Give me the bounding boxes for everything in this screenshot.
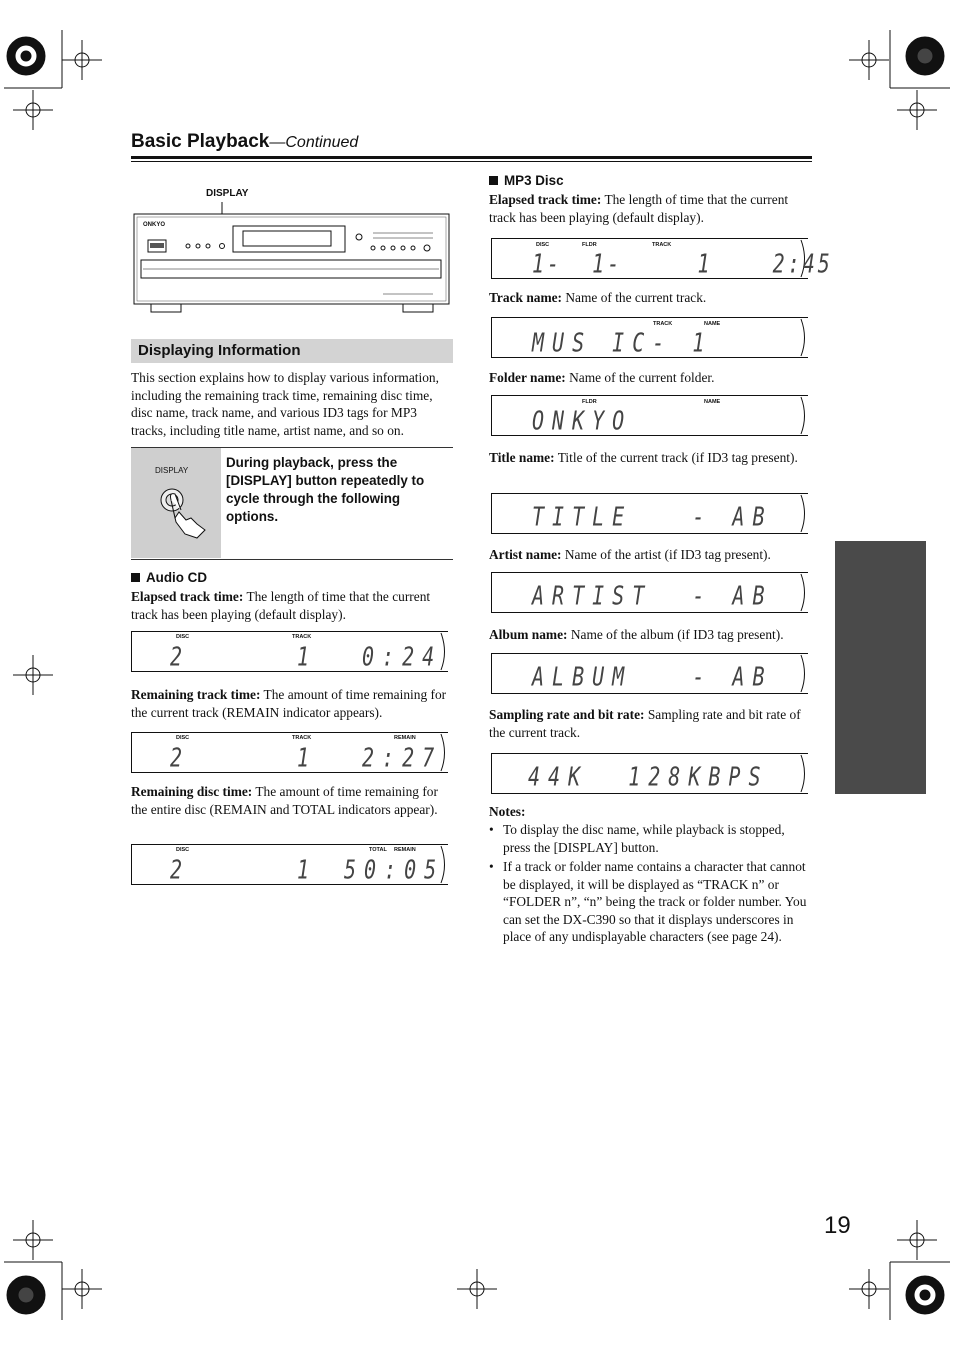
- bullet-icon: •: [489, 859, 494, 874]
- lcd-text: ARTIST - AB: [532, 580, 773, 612]
- section-title: Displaying Information: [138, 342, 301, 359]
- mp3-item-6: [489, 626, 812, 644]
- intro-paragraph: This section explains how to display various information, including the remaining track time, remaining disc time, disc name, track name, and various ID3 tags for MP3 tracks, including title name, artist name, and so on.: [131, 370, 439, 438]
- note-text: To display the disc name, while playback is stopped, press the [DISPLAY] button.: [503, 822, 785, 855]
- lcd-text: 44K 128KBPS: [528, 761, 769, 793]
- audio-cd-item-1: [131, 588, 453, 623]
- page-number: 19: [824, 1212, 851, 1239]
- lcd-display: [491, 238, 833, 280]
- chapter-side-tab: [835, 541, 926, 794]
- lcd-label-name: NAME: [704, 399, 721, 405]
- instruction-illustration: [131, 448, 221, 558]
- mp3-item-1: [489, 191, 812, 226]
- desc: Name of the current track.: [565, 290, 707, 305]
- lcd-display: [131, 631, 448, 672]
- term: Folder name:: [489, 370, 566, 385]
- lcd-label-disc: DISC: [176, 847, 190, 853]
- brand-logo: ONKYO: [143, 222, 166, 228]
- display-button-label: DISPLAY: [155, 466, 189, 475]
- lcd-label-name: NAME: [704, 321, 721, 327]
- desc: Sampling rate and bit rate of the current track.: [489, 707, 801, 740]
- bullet-icon: •: [489, 822, 494, 837]
- desc: The length of time that the current track has been playing (default display).: [131, 589, 431, 622]
- desc: The amount of time remaining for the entire disc (REMAIN and TOTAL indicators appear).: [131, 784, 438, 817]
- lcd-label-remain: REMAIN: [394, 847, 416, 853]
- term: Sampling rate and bit rate:: [489, 707, 645, 722]
- audio-cd-heading: [131, 570, 207, 585]
- header-rule: [131, 156, 812, 159]
- term: Track name:: [489, 290, 563, 305]
- lcd-display: [491, 395, 808, 436]
- lcd-label-track: TRACK: [652, 242, 672, 248]
- mp3-item-3: [489, 369, 812, 387]
- lcd-disc-value: 2: [170, 641, 191, 673]
- audio-cd-item-3: [131, 783, 453, 818]
- mp3-disc-heading: [489, 173, 564, 188]
- term: Artist name:: [489, 547, 562, 562]
- lcd-time-value: 0:24: [362, 641, 443, 673]
- lcd-label-remain: REMAIN: [394, 735, 416, 741]
- note-2: [489, 858, 813, 946]
- lcd-disc-value: 2: [170, 854, 191, 886]
- note-text: If a track or folder name contains a character that cannot be displayed, it will be displayed as “TRACK n” or “FOLDER n”, “n” being the track or folder number. You can set the DX-C390 so that it displays underscores in place of any undisplayable characters (see page 24).: [503, 859, 807, 944]
- lcd-display: [491, 653, 808, 694]
- audio-cd-item-2: [131, 686, 453, 721]
- lcd-display: [491, 753, 808, 794]
- mp3-item-4: [489, 449, 812, 467]
- header-title: Basic Playback: [131, 131, 270, 152]
- term: Album name:: [489, 627, 568, 642]
- lcd-label-track: TRACK: [292, 634, 312, 640]
- lcd-text: ALBUM - AB: [532, 661, 773, 693]
- term: Title name:: [489, 450, 555, 465]
- lcd-label-fldr: FLDR: [582, 399, 597, 405]
- desc: The length of time that the current track has been playing (default display).: [489, 192, 789, 225]
- lcd-track-value: 1: [297, 641, 318, 673]
- term: Elapsed track time:: [489, 192, 602, 207]
- desc: Name of the album (if ID3 tag present).: [570, 627, 784, 642]
- notes-heading: Notes:: [489, 804, 526, 819]
- lcd-text: ONKYO: [532, 405, 633, 437]
- display-callout-label: DISPLAY: [206, 188, 249, 199]
- desc: Name of the artist (if ID3 tag present).: [564, 547, 771, 562]
- mp3-item-7: [489, 706, 812, 741]
- lcd-display: [491, 493, 808, 534]
- lcd-label-disc: DISC: [176, 735, 190, 741]
- lcd-time-value: 50:05: [344, 854, 445, 886]
- lcd-display: [131, 844, 448, 885]
- lcd-text: MUS IC- 1: [532, 327, 713, 359]
- square-bullet-icon: [131, 573, 140, 582]
- lcd-time-value: 2:27: [362, 742, 443, 774]
- lcd-text: 1- 1- 1 2:45: [532, 248, 833, 280]
- header-rule-thin: [131, 161, 812, 162]
- term: Remaining track time:: [131, 687, 261, 702]
- header-continued: —Continued: [269, 134, 359, 151]
- desc: Title of the current track (if ID3 tag present).: [557, 450, 798, 465]
- mp3-item-2: [489, 289, 812, 307]
- device-illustration: [133, 200, 451, 342]
- mp3-disc-title: MP3 Disc: [504, 173, 564, 188]
- mp3-item-5: [489, 546, 812, 564]
- lcd-text: TITLE - AB: [532, 501, 773, 533]
- lcd-display: [131, 732, 448, 773]
- instruction-box: [131, 447, 453, 560]
- desc: The amount of time remaining for the current track (REMAIN indicator appears).: [131, 687, 447, 720]
- term: Elapsed track time:: [131, 589, 244, 604]
- square-bullet-icon: [489, 176, 498, 185]
- lcd-label-fldr: FLDR: [582, 242, 597, 248]
- lcd-track-value: 1: [297, 854, 318, 886]
- term: Remaining disc time:: [131, 784, 253, 799]
- lcd-display: [491, 572, 808, 613]
- note-1: [489, 821, 813, 856]
- lcd-disc-value: 2: [170, 742, 191, 774]
- hand-press-icon: [131, 448, 221, 558]
- lcd-label-disc: DISC: [536, 242, 550, 248]
- page-header: [131, 131, 358, 153]
- desc: Name of the current folder.: [569, 370, 715, 385]
- lcd-label-track: TRACK: [653, 321, 673, 327]
- audio-cd-title: Audio CD: [146, 570, 207, 585]
- lcd-track-value: 1: [297, 742, 318, 774]
- lcd-label-track: TRACK: [292, 735, 312, 741]
- section-title-bar: [131, 339, 453, 363]
- lcd-display: [491, 317, 808, 358]
- lcd-label-total: TOTAL: [369, 847, 387, 853]
- instruction-text: During playback, press the [DISPLAY] button repeatedly to cycle through the following options.: [226, 455, 425, 524]
- lcd-label-disc: DISC: [176, 634, 190, 640]
